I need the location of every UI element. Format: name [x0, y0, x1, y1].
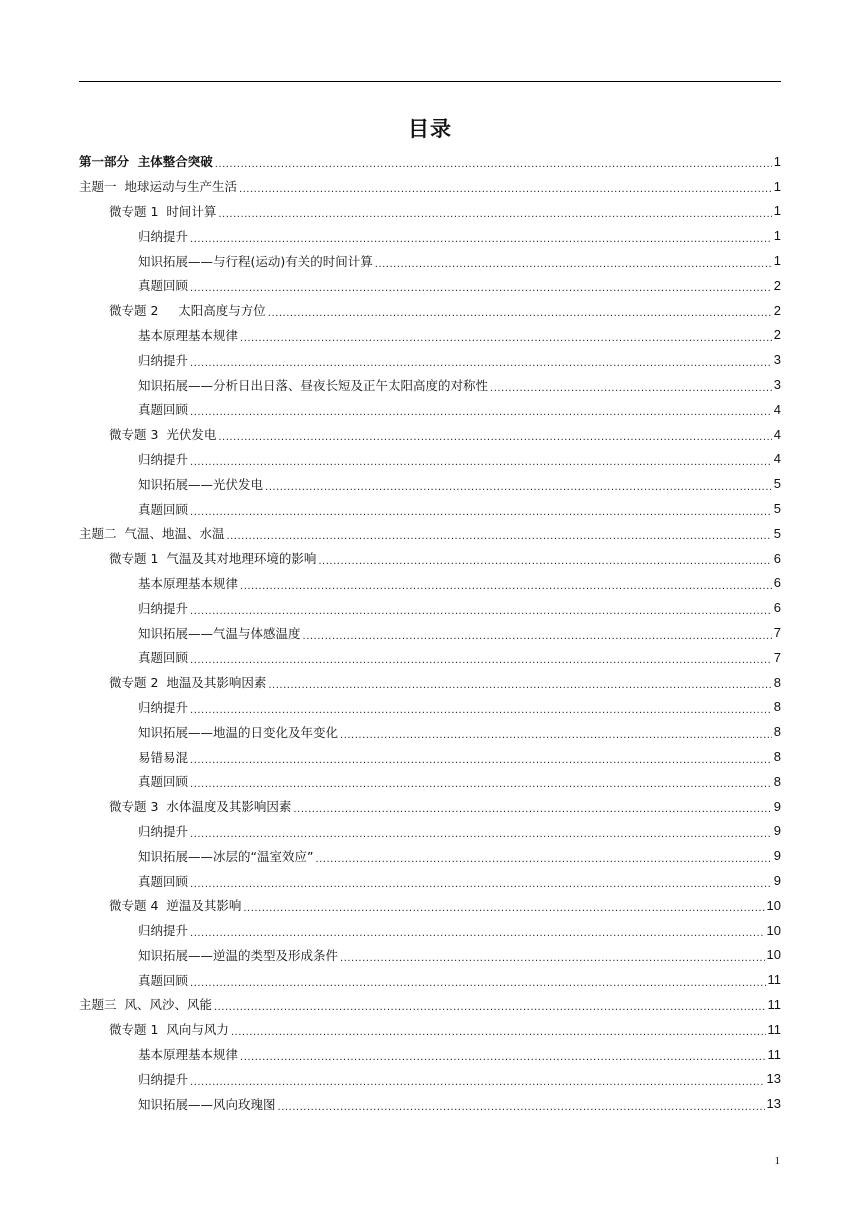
toc-dot-leader	[240, 329, 772, 343]
toc-entry[interactable]	[79, 323, 781, 348]
toc-dot-leader	[190, 230, 772, 244]
toc-entry-page: 7	[773, 649, 781, 665]
toc-entry-page: 13	[766, 1071, 781, 1087]
toc-entry-label: 微专题 3 光伏发电	[109, 427, 217, 443]
toc-entry-page: 6	[773, 550, 781, 566]
toc-entry-page: 5	[773, 501, 781, 517]
toc-entry-page: 3	[773, 352, 781, 368]
toc-entry-label: 真题回顾	[138, 774, 189, 790]
toc-entry-label: 基本原理基本规律	[138, 327, 239, 343]
toc-dot-leader	[293, 800, 771, 814]
toc-entry[interactable]	[79, 595, 781, 620]
toc-entry-label: 主题二 气温、地温、水温	[79, 526, 225, 542]
toc-entry-page: 4	[773, 426, 781, 442]
toc-entry[interactable]	[79, 571, 781, 596]
toc-entry-label: 归纳提升	[138, 823, 189, 839]
toc-dot-leader	[240, 577, 772, 591]
toc-entry-label: 真题回顾	[138, 402, 189, 418]
toc-entry[interactable]	[79, 769, 781, 794]
toc-entry-label: 知识拓展——光伏发电	[138, 476, 264, 492]
toc-entry-page: 6	[773, 600, 781, 616]
toc-entry-page: 8	[773, 773, 781, 789]
toc-entry-page: 9	[773, 823, 781, 839]
toc-entry-page: 9	[773, 798, 781, 814]
toc-entry-page: 5	[773, 525, 781, 541]
toc-entry-label: 知识拓展——与行程(运动)有关的时间计算	[138, 253, 373, 269]
toc-entry[interactable]	[79, 199, 781, 224]
page-number: 1	[774, 1155, 780, 1167]
toc-dot-leader	[239, 180, 772, 194]
toc-dot-leader	[190, 974, 765, 988]
toc-entry[interactable]	[79, 471, 781, 496]
toc-dot-leader	[318, 552, 771, 566]
toc-entry-page: 2	[773, 302, 781, 318]
toc-entry[interactable]	[79, 521, 781, 546]
toc-dot-leader	[226, 527, 771, 541]
toc-entry-page: 3	[773, 377, 781, 393]
toc-entry-page: 8	[773, 699, 781, 715]
toc-entry[interactable]	[79, 1042, 781, 1067]
toc-dot-leader	[315, 850, 771, 864]
toc-entry-label: 归纳提升	[138, 451, 189, 467]
toc-entry[interactable]	[79, 223, 781, 248]
toc-dot-leader	[268, 676, 771, 690]
toc-entry-page: 9	[773, 873, 781, 888]
header-rule	[79, 81, 781, 82]
toc-entry-page: 1	[773, 203, 781, 219]
toc-entry[interactable]	[79, 843, 781, 868]
toc-entry-label: 微专题 1 时间计算	[109, 203, 217, 219]
toc-dot-leader	[190, 701, 772, 715]
toc-dot-leader	[214, 998, 766, 1012]
toc-entry[interactable]	[79, 918, 781, 943]
toc-dot-leader	[215, 155, 772, 169]
toc-dot-leader	[218, 205, 771, 219]
toc-entry[interactable]	[79, 1017, 781, 1042]
toc-dot-leader	[190, 775, 772, 789]
toc-entry[interactable]	[79, 620, 781, 645]
toc-entry-page: 8	[773, 724, 781, 740]
toc-entry-page: 8	[773, 674, 781, 690]
toc-entry[interactable]	[79, 943, 781, 968]
toc-entry-page: 11	[767, 996, 781, 1012]
toc-entry-label: 真题回顾	[138, 873, 189, 889]
toc-dot-leader	[190, 1073, 765, 1087]
toc-entry-label: 基本原理基本规律	[138, 575, 239, 591]
toc-dot-leader	[265, 478, 772, 492]
toc-entry-label: 主题三 风、风沙、风能	[79, 997, 212, 1013]
toc-entry-label: 知识拓展——风向玫瑰图	[138, 1096, 276, 1112]
toc-entry[interactable]	[79, 1066, 781, 1091]
toc-entry-label: 主题一 地球运动与生产生活	[79, 179, 237, 195]
toc-entry-label: 微专题 4 逆温及其影响	[109, 898, 242, 914]
toc-dot-leader	[218, 428, 771, 442]
toc-entry[interactable]	[79, 174, 781, 199]
toc-entry-page: 9	[773, 848, 781, 864]
toc-entry[interactable]	[79, 149, 781, 174]
toc-dot-leader	[240, 1048, 765, 1062]
toc-entry[interactable]	[79, 546, 781, 571]
toc-entry-page: 1	[773, 153, 781, 169]
toc-entry-page: 7	[773, 625, 781, 641]
toc-entry-label: 知识拓展——地温的日变化及年变化	[138, 724, 339, 740]
toc-entry[interactable]	[79, 645, 781, 670]
toc-entry-label: 微专题 1 风向与风力	[109, 1022, 229, 1038]
toc-entry-label: 归纳提升	[138, 1071, 189, 1087]
toc-entry-page: 10	[766, 947, 781, 963]
toc-entry-page: 8	[773, 749, 781, 765]
toc-entry[interactable]	[79, 1091, 781, 1116]
toc-entry-page: 10	[766, 897, 781, 913]
toc-entry-label: 易错易混	[138, 749, 189, 765]
toc-dot-leader	[190, 924, 765, 938]
toc-entry-label: 归纳提升	[138, 600, 189, 616]
toc-entry-page: 6	[773, 575, 781, 591]
toc-dot-leader	[231, 1023, 766, 1037]
toc-entry-page: 11	[767, 972, 781, 988]
toc-dot-leader	[190, 279, 772, 293]
toc-entry[interactable]	[79, 992, 781, 1017]
toc-entry-label: 微专题 1 气温及其对地理环境的影响	[109, 551, 317, 567]
toc-entry-label: 微专题 3 水体温度及其影响因素	[109, 799, 292, 815]
toc-entry[interactable]	[79, 670, 781, 695]
toc-dot-leader	[340, 949, 765, 963]
toc-entry[interactable]	[79, 868, 781, 893]
toc-entry[interactable]	[79, 298, 781, 323]
toc-entry-label: 真题回顾	[138, 501, 189, 517]
toc-title: 目录	[408, 117, 452, 141]
toc-entry[interactable]	[79, 273, 781, 298]
toc-dot-leader	[303, 627, 772, 641]
toc-entry[interactable]	[79, 695, 781, 720]
toc-entry[interactable]	[79, 719, 781, 744]
toc-entry-label: 归纳提升	[138, 352, 189, 368]
toc-entry[interactable]	[79, 248, 781, 273]
toc-entry-page: 11	[767, 1021, 781, 1037]
toc-entry-page: 2	[773, 327, 781, 343]
toc-dot-leader	[190, 453, 772, 467]
toc-entry[interactable]	[79, 744, 781, 769]
toc-dot-leader	[190, 875, 772, 889]
toc-entry-page: 1	[773, 228, 781, 244]
toc-entry-page: 1	[773, 253, 781, 269]
toc-entry[interactable]	[79, 347, 781, 372]
toc-entry-label: 真题回顾	[138, 972, 189, 988]
toc-dot-leader	[375, 255, 772, 269]
toc-entry-page: 13	[766, 1096, 781, 1112]
toc-entry-label: 微专题 2 太阳高度与方位	[109, 303, 266, 319]
toc-entry-page: 10	[766, 922, 781, 938]
toc-entry-label: 真题回顾	[138, 278, 189, 294]
toc-dot-leader	[268, 304, 772, 318]
toc-dot-leader	[190, 751, 772, 765]
toc-entry[interactable]	[79, 372, 781, 397]
toc-dot-leader	[340, 726, 772, 740]
toc-entry-page: 4	[773, 401, 781, 417]
toc-entry[interactable]	[79, 794, 781, 819]
toc-entry-label: 归纳提升	[138, 923, 189, 939]
toc-dot-leader	[490, 379, 772, 393]
toc-entry[interactable]	[79, 447, 781, 472]
toc-entry-label: 微专题 2 地温及其影响因素	[109, 675, 267, 691]
toc-entry-page: 4	[773, 451, 781, 467]
toc-entry-page: 5	[773, 476, 781, 492]
toc-entry-label: 知识拓展——逆温的类型及形成条件	[138, 947, 339, 963]
toc-entry[interactable]	[79, 893, 781, 918]
toc-entry-label: 基本原理基本规律	[138, 1047, 239, 1063]
toc-entry-label: 归纳提升	[138, 228, 189, 244]
toc-dot-leader	[278, 1098, 765, 1112]
toc-entry-label: 归纳提升	[138, 699, 189, 715]
toc-entry-label: 知识拓展——冰层的“温室效应”	[138, 848, 314, 864]
toc-dot-leader	[190, 354, 772, 368]
toc-dot-leader	[243, 899, 764, 913]
toc-dot-leader	[190, 503, 772, 517]
toc-entry-page: 1	[773, 178, 781, 194]
toc-entry[interactable]	[79, 397, 781, 422]
toc-entry[interactable]	[79, 496, 781, 521]
toc-entry[interactable]	[79, 422, 781, 447]
toc-entry-label: 第一部分 主体整合突破	[79, 154, 213, 170]
toc-dot-leader	[190, 602, 772, 616]
toc-dot-leader	[190, 403, 772, 417]
toc-dot-leader	[190, 825, 772, 839]
toc-list	[79, 149, 781, 1116]
toc-dot-leader	[190, 651, 772, 665]
toc-entry[interactable]	[79, 819, 781, 844]
toc-entry-label: 知识拓展——气温与体感温度	[138, 625, 301, 641]
toc-entry[interactable]	[79, 967, 781, 992]
toc-entry-label: 知识拓展——分析日出日落、昼夜长短及正午太阳高度的对称性	[138, 377, 489, 393]
toc-entry-label: 真题回顾	[138, 650, 189, 666]
toc-entry-page: 11	[767, 1046, 781, 1062]
toc-entry-page: 2	[773, 277, 781, 293]
